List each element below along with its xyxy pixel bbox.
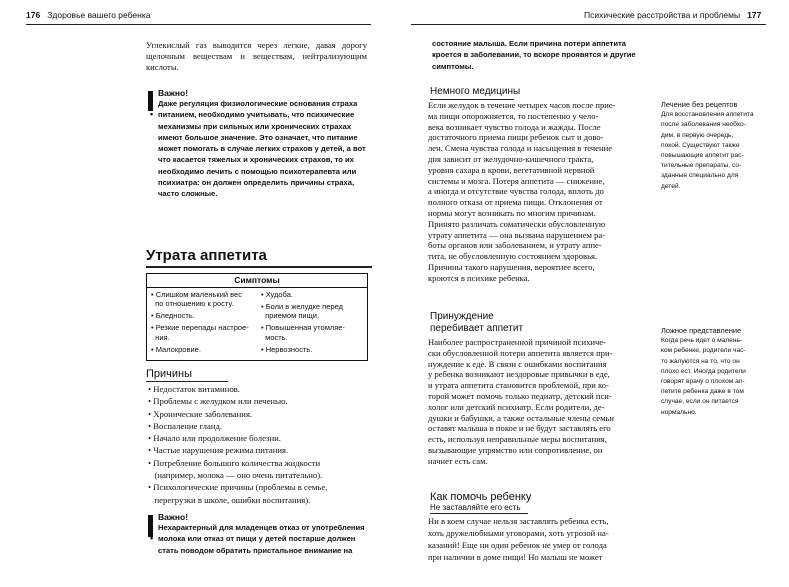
bullet-icon: • <box>150 109 154 120</box>
symptom-item: • Слишком маленький вес по отношению к росту. <box>151 290 242 309</box>
subsection-rule <box>430 513 528 514</box>
sidebar-note-1: Лечение без рецептов Для восстановления аппетита после заболевания необхо- дим, в первую очередь, покой. Существуют также повышающие аппетит рас- тительные препараты, со- зданные специально для детей. <box>661 100 771 192</box>
list-item: • Потребление большого количества жидкости <box>148 457 321 468</box>
subsection-title: Немного медицины <box>430 86 521 97</box>
list-item: • Недостаток витаминов. <box>148 384 240 394</box>
paragraph: Ни в коем случае нельзя заставлять ребенка есть, хоть дружелюбными уговорами, хоть угрозой на- казаний! Еще ни один ребенок не умер от голода при наличии в доме пищи! Но малыш не может <box>428 516 609 562</box>
list-item: • Частые нарушения режима питания. <box>148 445 289 456</box>
right-header-rule <box>411 24 766 25</box>
list-item: (например, молока — оно очень питательно). <box>148 470 323 481</box>
important-box-1 <box>148 88 373 208</box>
symptom-item: • Нервозность. <box>261 344 313 354</box>
list-item: • Психологические причины (проблемы в семье, <box>148 482 328 493</box>
intro-paragraph: Углекислый газ выводится через легкие, давая дорогу щелочным веществам и веществам, нейтрализующим кислоты. <box>146 40 367 72</box>
sidebar-note-2: Ложное представление Когда речь идет о малень- ком ребенке, родители час- то жалуются на то, что он плохо ест. Иногда родители говорят врачу о плохом ап- петите ребенка даже в том случае, если он питается нормально. <box>661 326 771 418</box>
causes-list <box>148 383 368 506</box>
symptom-item: • Повышенная утомляе- мость. <box>261 323 345 342</box>
list-item: • Начало или продолжение болезни. <box>148 433 281 444</box>
important-title: Важно! <box>158 512 189 522</box>
paragraph: Наиболее распространенной причиной психиче- ски обусловленной потери аппетита является при- нуждение к еде. В связи с ошибками воспитания у ребенка возникают нездоровые привычки в еде, и утрата аппетита становится проблемой, при ко- торой может помочь только педиатр, детский пси- холог или детский психиатр. Если родители, де- душки и бабушки, а также остальные члены семьи оставят малыша в покое и не будут заставлять его есть, используя неправильные меры воспитания, вызывающие упрямство или сопротивление, он начнет есть сам. <box>428 337 615 466</box>
list-item: • Воспаление гланд. <box>148 420 223 431</box>
right-page-number: 177 <box>747 10 762 20</box>
subsection-title: Принуждение перебивает аппетит <box>430 311 524 334</box>
causes-title-rule <box>146 381 228 382</box>
symptoms-title: Симптомы <box>147 274 367 288</box>
symptom-item: • Боли в желудке перед приемом пищи. <box>261 302 343 321</box>
right-header-title: Психические расстройства и проблемы <box>584 10 741 20</box>
left-page-number: 176 <box>26 10 41 20</box>
sidebar-note-title: Ложное представление <box>661 326 742 335</box>
symptom-item: • Бледность. <box>151 311 195 321</box>
right-running-header <box>584 10 761 20</box>
important-title: Важно! <box>158 88 189 98</box>
left-running-header <box>26 10 150 20</box>
symptom-item: • Малокровие. <box>151 344 201 354</box>
important-marker-bar <box>148 91 153 111</box>
symptom-item: • Резкие перепады настрое- ния. <box>151 323 249 342</box>
sidebar-note-title: Лечение без рецептов <box>661 100 738 109</box>
subsection-subtitle: Не заставляйте его есть <box>430 503 521 512</box>
left-header-title: Здоровье вашего ребенка <box>47 10 151 20</box>
list-item: • Проблемы с желудком или печенью. <box>148 396 288 407</box>
section-title-rule <box>146 266 372 268</box>
subsection-title: Как помочь ребенку <box>430 491 532 503</box>
important-text: Нехарактерный для младенцев отказ от употребления • молока или отказ от пищи у детей постарше должен стать поводом обратить пристальное внимание на <box>150 523 365 555</box>
symptoms-right-column <box>261 290 365 357</box>
list-item: перегрузки в школе, ошибки воспитания). <box>148 494 311 505</box>
bullet-icon: • <box>150 533 154 544</box>
symptoms-box <box>146 273 368 361</box>
causes-title: Причины <box>146 368 193 380</box>
left-header-rule <box>26 24 371 25</box>
symptoms-left-column <box>151 290 259 357</box>
important-box-2 <box>148 512 373 584</box>
important-text: Даже регуляция физиологические основания страха • питанием, необходимо учитывать, что психические механизмы при сильных или хронических страхах имеют большое значение. Это означает, что питание может помогать в случае легких страхов у детей, а вот что касается тяжелых и хронических страхов, то их необходимо лечить с помощью психотерапевта или психиатра: он должен определить причины страха, часто сложные. <box>150 99 366 199</box>
list-item: • Хронические заболевания. <box>148 408 253 419</box>
section-title: Утрата аппетита <box>146 247 267 264</box>
paragraph: Если желудок в течение четырех часов после прие- ма пищи опорожняется, то постепенно у чело- века возникает чувство голода и жажды. После достаточного приема пищи ребенок сыт и дово- лен. Смена чувства голода и насыщения в течение дня зависит от желудочно-кишечного тракта, уровня сахара в крови, вегетативной нервной системы и мозга. Потеря аппетита — снижение, а иногда и отсутствие чувства голода, вплоть до полного отказа от приема пищи. Отклонения от нормы могут возникать по многим причинам. Принято различать соматически обусловленную утрату аппетита — она вызвана нарушением ра- боты органов или заболеванием, и утрату аппе- тита, не обусловленную состоянием здоровья. Причины такого нарушения, вероятнее всего, кроются в психике ребенка. <box>428 100 616 283</box>
symptom-item: • Худоба. <box>261 290 293 299</box>
continued-important-text: состояние малыша. Если причина потери аппетита кроется в заболевании, то вскоре проявятся и другие симптомы. <box>432 39 636 71</box>
